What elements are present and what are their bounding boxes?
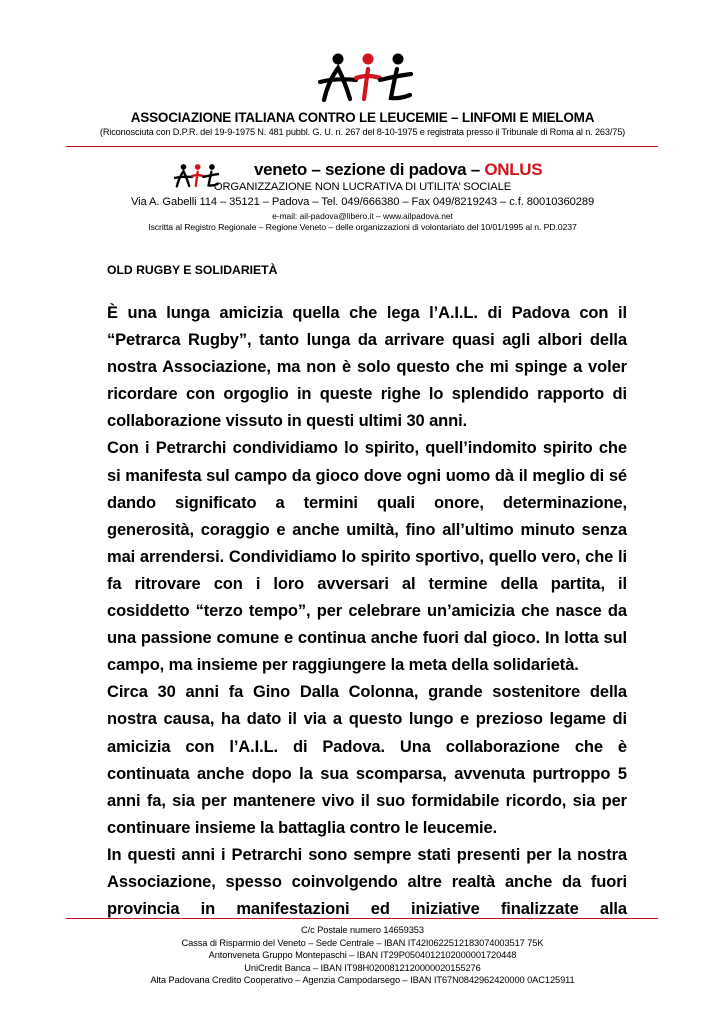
header-divider [66, 146, 658, 147]
paragraph-4: In questi anni i Petrarchi sono sempre stati presenti per la nostra Associazione, spesso coinvolgendo altre realtà anche da fuori provincia in manifestazioni ed iniziative finalizzate alla [107, 845, 627, 919]
footer [0, 924, 725, 987]
paragraph-3: Circa 30 anni fa Gino Dalla Colonna, grande sostenitore della nostra causa, ha dato il via a questo lungo e prezioso legame di amicizia con l’A.I.L. di Padova. Una collaborazione che è continuata anche dopo la sua scomparsa, avvenuta purtroppo 5 anni fa, sia per mantenere vivo il suo formidabile ricordo, sia per continuare insieme la battaglia contro le leucemie. [107, 683, 627, 837]
association-name: ASSOCIAZIONE ITALIANA CONTRO LE LEUCEMIE – LINFOMI E MIELOMA [130, 110, 595, 125]
document-body [107, 300, 627, 923]
footer-line-altapadovana: Alta Padovana Credito Cooperativo – Agenzia Campodarsego – IBAN IT67N0842962420000 0AC125911 [150, 975, 575, 985]
footer-line-postal: C/c Postale numero 14659353 [301, 925, 424, 935]
address-line: Via A. Gabelli 114 – 35121 – Padova – Tel. 049/666380 – Fax 049/8219243 – c.f. 80010360289 [130, 196, 595, 208]
ail-logo [318, 52, 413, 104]
email-website: e-mail: ail-padova@libero.it – www.ailpadova.net [272, 211, 453, 221]
organization-type: ORGANIZZAZIONE NON LUCRATIVA DI UTILITA’ SOCIALE [213, 181, 512, 193]
paragraph-1: È una lunga amicizia quella che lega l’A.I.L. di Padova con il “Petrarca Rugby”, tanto lunga da arrivare quasi agli albori della nostra Associazione, ma non è solo questo che mi spinge a voler ricordare con orgoglio in queste righe lo splendido rapporto di collaborazione vissuto in questi ultimi 30 anni. [107, 304, 627, 431]
paragraph-2: Con i Petrarchi condividiamo lo spirito, quell’indomito spirito che si manifesta sul campo da gioco dove ogni uomo dà il meglio di sé dando significato a termini quali onore, determinazione, generosità, coraggio e anche umiltà, fino all’ultimo minuto senza mai arrendersi. Condividiamo lo spirito sportivo, quello vero, che li fa ritrovare con i loro avversari al termine della partita, il cosiddetto “terzo tempo”, per celebrare un’amicizia che nasce da una passione comune e continua anche fuori dal gioco. In lotta sul campo, ma insieme per raggiungere la meta della solidarietà. [107, 439, 627, 675]
section-title-text: veneto – sezione di padova – [254, 160, 485, 179]
footer-line-antonveneta: Antonveneta Gruppo Montepaschi – IBAN IT29P0504012102000001720448 [208, 950, 517, 960]
section-title [254, 160, 542, 180]
association-recognition: (Riconosciuta con D.P.R. del 19-9-1975 N. 481 pubbl. G. U. n. 267 del 8-10-1975 e registrata presso il Tribunale di Roma al n. 263/75) [99, 127, 626, 137]
document-title: OLD RUGBY E SOLIDARIETÀ [107, 263, 278, 277]
footer-line-cassa: Cassa di Risparmio del Veneto – Sede Centrale – IBAN IT42I0622512183074003517 75K [181, 937, 544, 948]
register-info: Iscritta al Registro Regionale – Regione Veneto – delle organizzazioni di volontariato del 10/01/1995 al n. PD.0237 [148, 222, 577, 232]
footer-line-unicredit: UniCredit Banca – IBAN IT98H0200812120000020155276 [244, 962, 481, 973]
footer-divider [66, 918, 658, 919]
onlus-label: ONLUS [484, 160, 543, 179]
